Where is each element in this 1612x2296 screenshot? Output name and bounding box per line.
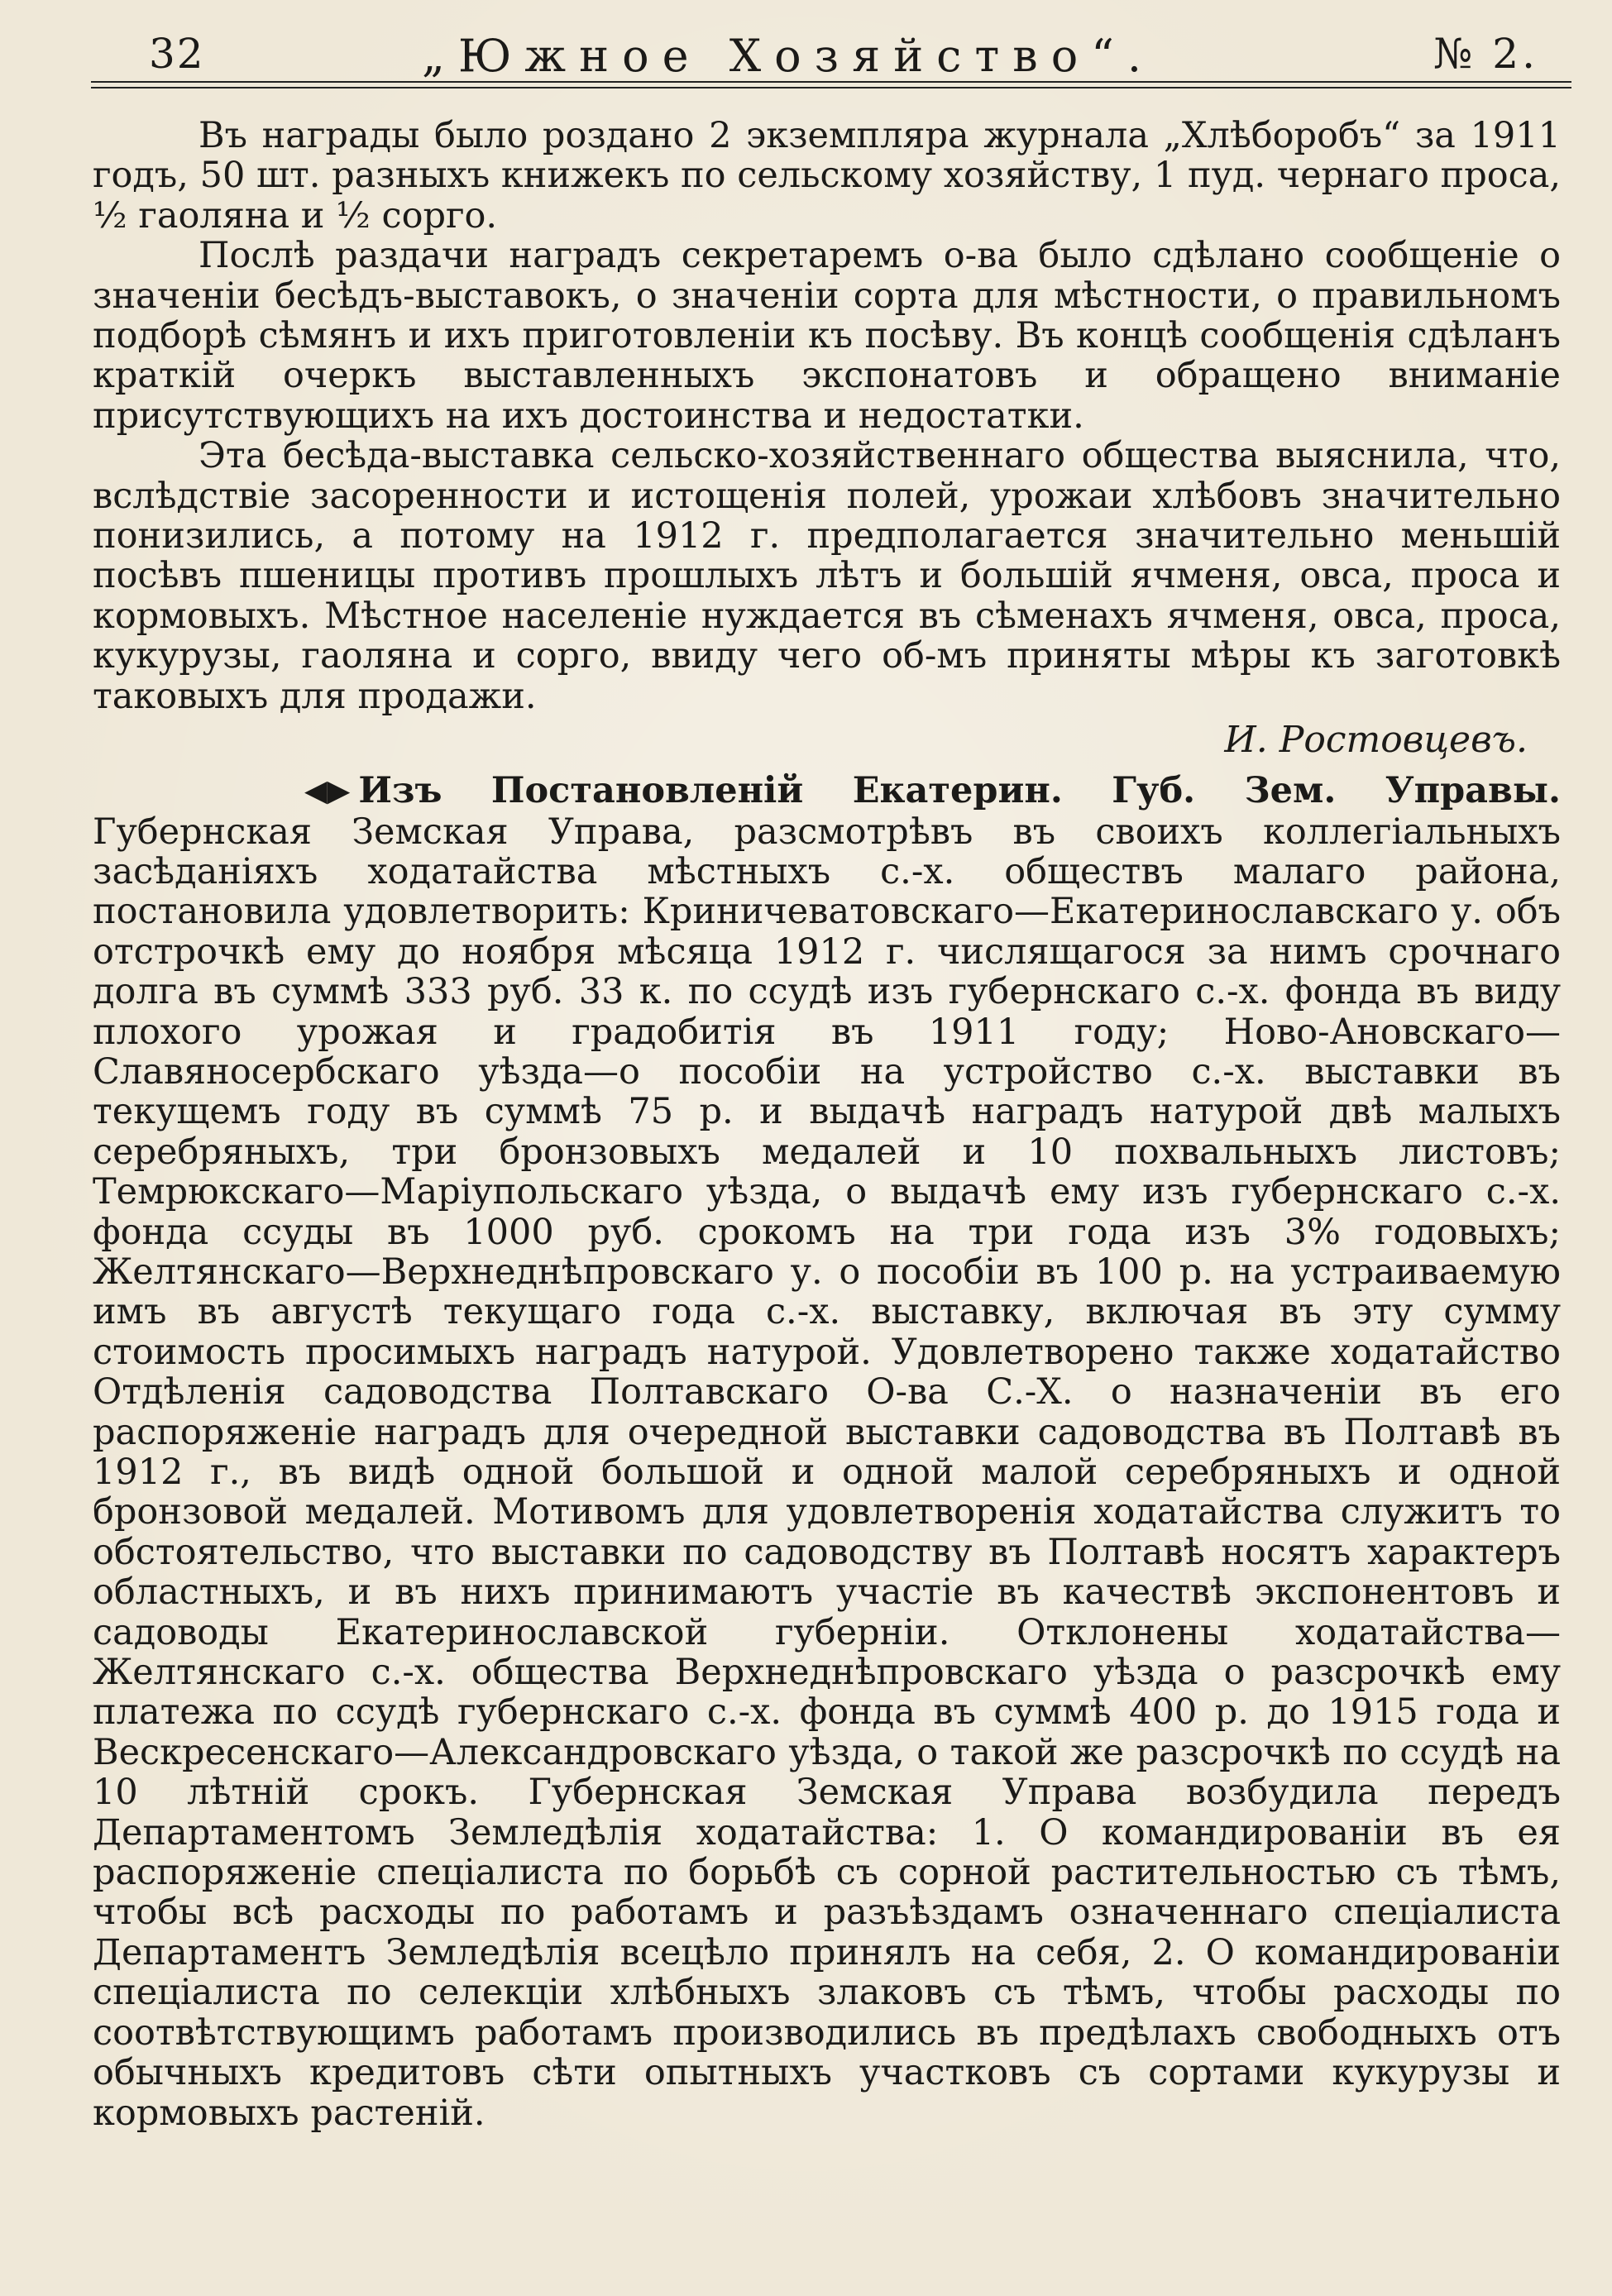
article2-paragraph	[93, 771, 1561, 2133]
article2-title: Изъ Постановленій Екатерин. Губ. Зем. Управы.	[358, 770, 1561, 812]
article1-paragraph-1: Въ награды было роздано 2 экземпляра журнала „Хлѣборобъ“ за 1911 годъ, 50 шт. разныхъ книжекъ по сельскому хозяйству, 1 пуд. чернаго проса, ½ гаоляна и ½ сорго.	[93, 115, 1561, 237]
journal-title: „Южное Хозяйство“.	[422, 30, 1155, 82]
header-double-rule	[91, 81, 1571, 88]
running-header	[91, 25, 1571, 84]
article1-paragraph-3: Эта бесѣда-выставка сельско-хозяйственнаго общества выяснила, что, вслѣдствіе засоренности и истощенія полей, урожаи хлѣбовъ значительно понизились, а потому на 1912 г. предполагается значительно меньшій посѣвъ пшеницы противъ прошлыхъ лѣтъ и большій ячменя, овса, проса и кормовыхъ. Мѣстное населеніе нуждается въ сѣменахъ ячменя, овса, проса, кукурузы, гаоляна и сорго, ввиду чего об-мъ приняты мѣры къ заготовкѣ таковыхъ для продажи.	[93, 435, 1561, 717]
article1-paragraph-2: Послѣ раздачи наградъ секретаремъ о-ва было сдѣлано сообщеніе о значеніи бесѣдъ-выставокъ, о значеніи сорта для мѣстности, о правильномъ подборѣ сѣмянъ и ихъ приготовленіи къ посѣву. Въ концѣ сообщенія сдѣланъ краткій очеркъ выставленныхъ экспонатовъ и обращено вниманіе присутствующихъ на ихъ достоинства и недостатки.	[93, 235, 1561, 437]
section-bullet-icon: ◀▶	[304, 774, 351, 809]
article2-text: Губернская Земская Управа, разсмотрѣвъ въ своихъ коллегіальныхъ засѣданіяхъ ходатайства мѣстныхъ с.-х. обществъ малаго района, постановила удовлетворить: Криничеватовскаго—Екатеринославскаго у. объ отстрочкѣ ему до ноября мѣсяца 1912 г. числящагося за нимъ срочнаго долга въ суммѣ 333 руб. 33 к. по ссудѣ изъ губернскаго с.-х. фонда въ виду плохого урожая и градобитія въ 1911 году; Ново-Ановскаго—Славяносербскаго уѣзда—о пособіи на устройство с.-х. выставки въ текущемъ году въ суммѣ 75 р. и выдачѣ наградъ натурой двѣ малыхъ серебряныхъ, три бронзовыхъ медалей и 10 похвальныхъ листовъ; Темрюкскаго—Маріупольскаго уѣзда, о выдачѣ ему изъ губернскаго с.-х. фонда ссуды въ 1000 руб. срокомъ на три года изъ 3% годовыхъ; Желтянскаго—Верхнеднѣпровскаго у. о пособіи въ 100 р. на устраиваемую имъ въ августѣ текущаго года с.-х. выставку, включая въ эту сумму стоимость просимыхъ наградъ натурой. Удовлетворено также ходатайство Отдѣленія садоводства Полтавскаго О-ва С.-Х. о назначеніи въ его распоряженіе наградъ для очередной выставки садоводства въ Полтавѣ въ 1912 г., въ видѣ одной большой и одной малой серебряныхъ и одной бронзовой медалей. Мотивомъ для удовлетворенія ходатайства служитъ то обстоятельство, что выставки по садоводству въ Полтавѣ носятъ характеръ областныхъ, и въ нихъ принимаютъ участіе въ качествѣ экспонентовъ и садоводы Екатеринославской губерніи. Отклонены ходатайства—Желтянскаго с.-х. общества Верхнеднѣпровскаго уѣзда о разсрочкѣ ему платежа по ссудѣ губернскаго с.-х. фонда въ суммѣ 400 р. до 1915 года и Вескресенскаго—Александровскаго уѣзда, о такой же разсрочкѣ по ссудѣ на 10 лѣтній срокъ. Губернская Земская Управа возбудила передъ Департаментомъ Земледѣлія ходатайства: 1. О командированіи въ ея распоряженіе спеціалиста по борьбѣ съ сорной растительностью съ тѣмъ, чтобы всѣ расходы по работамъ и разъѣздамъ означеннаго спеціалиста Департаментъ Земледѣлія всецѣло принялъ на себя, 2. О командированіи спеціалиста по селекціи хлѣбныхъ злаковъ съ тѣмъ, чтобы расходы по соотвѣтствующимъ работамъ производились въ предѣлахъ свободныхъ отъ обычныхъ кредитовъ сѣти опытныхъ участковъ съ сортами кукурузы и кормовыхъ растеній.	[93, 811, 1561, 2134]
article-body	[93, 116, 1561, 2133]
issue-number: № 2.	[1433, 30, 1538, 78]
author-signature: И. Ростовцевъ.	[1224, 719, 1528, 762]
page-number: 32	[149, 30, 205, 78]
